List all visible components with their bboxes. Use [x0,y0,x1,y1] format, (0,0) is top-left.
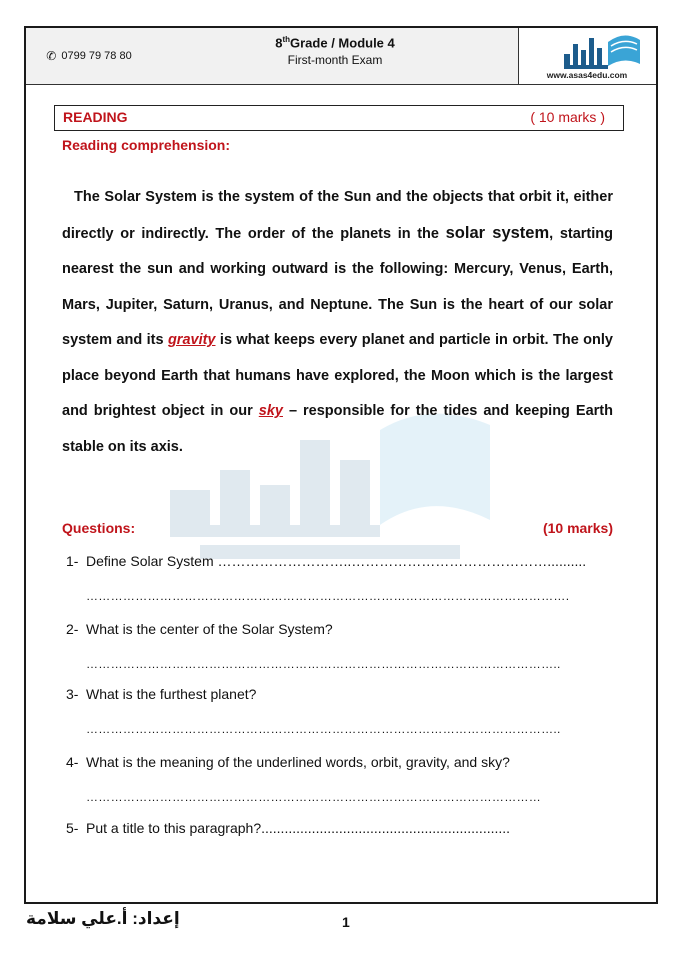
question-5: 5- Put a title to this paragraph?................................................................ [66,820,511,836]
question-2: 2- What is the center of the Solar System? [66,621,333,637]
asas-logo [518,28,656,84]
questions-heading: Questions: [62,520,136,536]
reading-label: READING [63,109,128,125]
question-4: 4- What is the meaning of the underlined words, orbit, gravity, and sky? [66,754,510,770]
reading-section-box [54,105,624,131]
reading-passage: The Solar System is the system of the Sun and the objects that orbit it, either directly or indirectly. The order of the planets in the solar system, starting nearest the sun and working outward is the following: Mercury, Venus, Earth, Mars, Jupiter, Saturn, Uranus, and Neptune. The Sun is the heart of our solar system and its gravity is what keeps every planet and particle in orbit. The only place beyond Earth that humans have explored, the Moon which is the largest and brightest object in our sky – responsible for the tides and keeping Earth stable on its axis. [62,189,613,455]
underlined-word-sky: sky [258,403,283,419]
answer-line-3[interactable]: …………………………………………………………………………………………………….. [86,722,561,736]
logo-url: www.asas4edu.com [546,70,628,80]
phone-number: 0799 79 78 80 [61,50,132,62]
solar-system-phrase: solar system [445,223,550,242]
exam-subtitle: First-month Exam [287,53,383,68]
header [26,28,656,85]
question-3: 3- What is the furthest planet? [66,686,257,702]
footer-author: إعداد: أ.علي سلامة [26,909,180,928]
page-number: 1 [342,914,350,930]
underlined-word-gravity: gravity [167,332,216,348]
header-title-box [152,28,519,84]
phone-box [26,28,153,84]
reading-comprehension-heading: Reading comprehension: [62,137,231,153]
reading-marks: ( 10 marks ) [530,109,605,125]
questions-marks: (10 marks) [542,520,613,536]
answer-line-2[interactable]: …………………………………………………………………………………………………….. [86,657,561,671]
answer-line-1[interactable]: ………………………………………………………………………………………………………. [86,589,570,603]
answer-line-4[interactable]: ………………………………………………………………………………………………… [86,790,542,804]
grade-module-title: 8thGrade / Module 4 [275,35,395,51]
question-1: 1- Define Solar System ………………………..…………………………………….......... [66,553,587,569]
phone-icon: ✆ [46,49,57,63]
